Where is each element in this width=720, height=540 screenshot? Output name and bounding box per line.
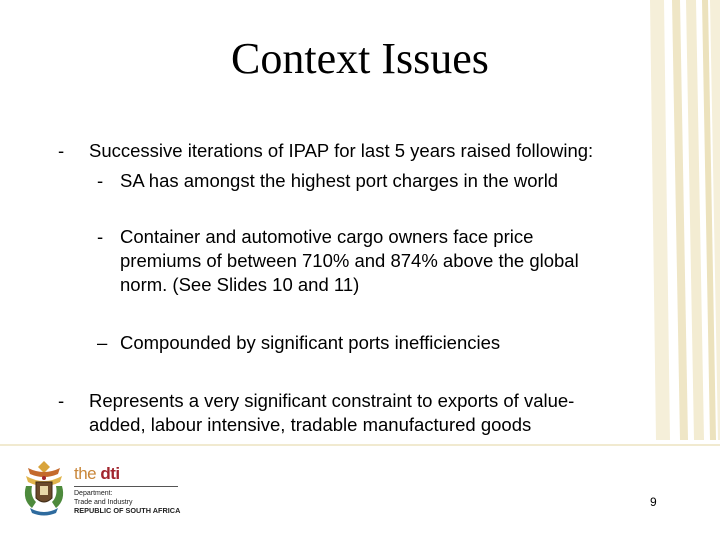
page-number: 9 [650, 495, 657, 509]
bullet-line: Successive iterations of IPAP for last 5 years raised following: [89, 140, 594, 161]
country-name: REPUBLIC OF SOUTH AFRICA [74, 506, 181, 515]
dti-logo [20, 458, 185, 520]
brand-name: dti [100, 464, 120, 483]
brand-wordmark [74, 464, 120, 484]
bullet-marker: - [58, 390, 65, 411]
department-line: Department: [74, 490, 113, 497]
bullet-text [120, 169, 558, 193]
bullet-text [120, 225, 579, 297]
bullet-marker: – [97, 332, 108, 353]
bullet-line: SA has amongst the highest port charges in the world [120, 170, 559, 191]
bullet-line: Container and automotive cargo owners face price [120, 226, 534, 247]
bullet-line: Represents a very significant constraint to exports of value- [89, 390, 575, 411]
logo-rule [74, 486, 178, 487]
bullet-marker: - [97, 226, 104, 247]
bullet-marker: - [58, 140, 65, 161]
footer-divider [0, 444, 720, 446]
coat-of-arms-icon [20, 458, 68, 518]
bullet-line: premiums of between 710% and 874% above the global [120, 250, 579, 271]
bullet-marker: - [97, 170, 104, 191]
department-line: Trade and Industry [74, 498, 133, 506]
bullet-line: Compounded by significant ports inefficiencies [120, 332, 501, 353]
department-text [74, 490, 180, 516]
bullet-text [120, 331, 500, 355]
bullet-text [89, 389, 574, 437]
brand-prefix: the [74, 464, 97, 483]
bullet-line: added, labour intensive, tradable manufactured goods [89, 414, 532, 435]
bullet-line: norm. (See Slides 10 and 11) [120, 274, 360, 295]
slide-title: Context Issues [231, 34, 489, 83]
bullet-text [89, 139, 593, 163]
